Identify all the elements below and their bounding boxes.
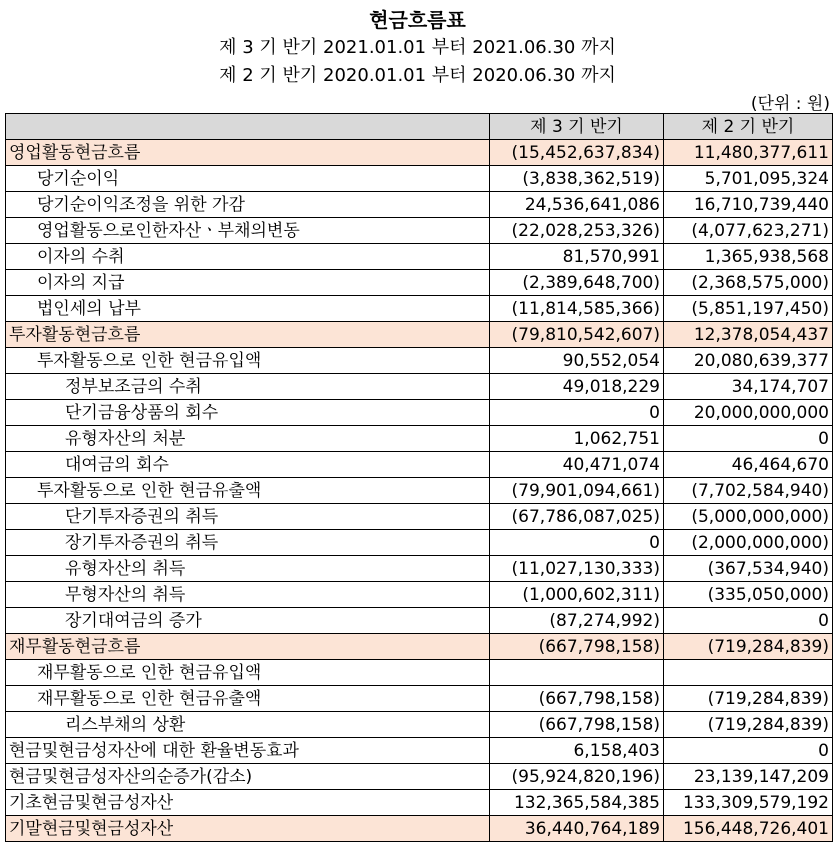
table-row <box>6 686 833 712</box>
row-label: 이자의 수취 <box>6 244 490 270</box>
period-prior: 제 2 기 반기 2020.01.01 부터 2020.06.30 까지 <box>219 65 616 86</box>
row-label: 대여금의 회수 <box>6 452 490 478</box>
row-current-value: (3,838,362,519) <box>490 166 664 192</box>
row-prior-value: 23,139,147,209 <box>664 764 833 790</box>
page-title: 현금흐름표 <box>369 8 466 32</box>
table-row <box>6 478 833 504</box>
row-current-value: (1,000,602,311) <box>490 582 664 608</box>
row-current-value: 6,158,403 <box>490 738 664 764</box>
table-row <box>6 738 833 764</box>
row-label: 재무활동으로 인한 현금유입액 <box>6 660 490 686</box>
row-label: 투자활동현금흐름 <box>6 322 490 348</box>
row-current-value: (15,452,637,834) <box>490 140 664 166</box>
row-current-value: 132,365,584,385 <box>490 790 664 816</box>
period-current: 제 3 기 반기 2021.01.01 부터 2021.06.30 까지 <box>219 37 616 58</box>
row-current-value: (67,786,087,025) <box>490 504 664 530</box>
row-label: 현금및현금성자산의순증가(감소) <box>6 764 490 790</box>
row-prior-value: 16,710,739,440 <box>664 192 833 218</box>
row-label: 기말현금및현금성자산 <box>6 816 490 842</box>
header-prior: 제 2 기 반기 <box>664 114 833 140</box>
row-prior-value: (719,284,839) <box>664 634 833 660</box>
row-current-value: (95,924,820,196) <box>490 764 664 790</box>
unit-label: (단위 : 원) <box>750 94 830 114</box>
row-current-value: (11,814,585,366) <box>490 296 664 322</box>
row-current-value: 40,471,074 <box>490 452 664 478</box>
table-row <box>6 218 833 244</box>
row-prior-value: (4,077,623,271) <box>664 218 833 244</box>
table-row <box>6 140 833 166</box>
row-label: 영업활동으로인한자산ㆍ부채의변동 <box>6 218 490 244</box>
row-label: 현금및현금성자산에 대한 환율변동효과 <box>6 738 490 764</box>
row-label: 장기투자증권의 취득 <box>6 530 490 556</box>
table-row <box>6 790 833 816</box>
table-row <box>6 816 833 842</box>
row-label: 무형자산의 취득 <box>6 582 490 608</box>
row-label: 법인세의 납부 <box>6 296 490 322</box>
row-prior-value: (2,368,575,000) <box>664 270 833 296</box>
row-label: 기초현금및현금성자산 <box>6 790 490 816</box>
table-row <box>6 608 833 634</box>
row-prior-value: (5,000,000,000) <box>664 504 833 530</box>
table-header-row <box>6 114 833 140</box>
table-row <box>6 322 833 348</box>
row-prior-value: 11,480,377,611 <box>664 140 833 166</box>
row-label: 장기대여금의 증가 <box>6 608 490 634</box>
header-current: 제 3 기 반기 <box>490 114 664 140</box>
row-label: 유형자산의 취득 <box>6 556 490 582</box>
table-row <box>6 556 833 582</box>
row-current-value: (11,027,130,333) <box>490 556 664 582</box>
row-prior-value: (719,284,839) <box>664 686 833 712</box>
row-prior-value: (2,000,000,000) <box>664 530 833 556</box>
table-row <box>6 192 833 218</box>
row-prior-value <box>664 660 833 686</box>
row-prior-value: 46,464,670 <box>664 452 833 478</box>
row-current-value: 36,440,764,189 <box>490 816 664 842</box>
row-prior-value: 34,174,707 <box>664 374 833 400</box>
row-label: 당기순이익조정을 위한 가감 <box>6 192 490 218</box>
row-current-value: (22,028,253,326) <box>490 218 664 244</box>
header-label <box>6 114 490 140</box>
row-current-value: (79,810,542,607) <box>490 322 664 348</box>
row-current-value: 90,552,054 <box>490 348 664 374</box>
row-current-value: (2,389,648,700) <box>490 270 664 296</box>
row-prior-value: 156,448,726,401 <box>664 816 833 842</box>
row-current-value: 81,570,991 <box>490 244 664 270</box>
row-label: 영업활동현금흐름 <box>6 140 490 166</box>
row-current-value: 0 <box>490 400 664 426</box>
row-prior-value: 1,365,938,568 <box>664 244 833 270</box>
row-prior-value: (7,702,584,940) <box>664 478 833 504</box>
table-row <box>6 634 833 660</box>
table-row <box>6 426 833 452</box>
row-prior-value: 0 <box>664 426 833 452</box>
row-label: 단기투자증권의 취득 <box>6 504 490 530</box>
row-label: 투자활동으로 인한 현금유입액 <box>6 348 490 374</box>
row-current-value: 24,536,641,086 <box>490 192 664 218</box>
row-prior-value: (335,050,000) <box>664 582 833 608</box>
row-prior-value: 0 <box>664 608 833 634</box>
table-row <box>6 660 833 686</box>
row-prior-value: 133,309,579,192 <box>664 790 833 816</box>
table-row <box>6 530 833 556</box>
row-current-value: (667,798,158) <box>490 634 664 660</box>
table-row <box>6 374 833 400</box>
row-label: 이자의 지급 <box>6 270 490 296</box>
row-label: 정부보조금의 수취 <box>6 374 490 400</box>
table-row <box>6 712 833 738</box>
row-prior-value: 12,378,054,437 <box>664 322 833 348</box>
table-row <box>6 166 833 192</box>
table-row <box>6 764 833 790</box>
row-current-value: (667,798,158) <box>490 712 664 738</box>
row-label: 단기금융상품의 회수 <box>6 400 490 426</box>
row-current-value: (667,798,158) <box>490 686 664 712</box>
row-prior-value: (719,284,839) <box>664 712 833 738</box>
row-current-value: 0 <box>490 530 664 556</box>
table-row <box>6 270 833 296</box>
row-prior-value: 5,701,095,324 <box>664 166 833 192</box>
row-current-value <box>490 660 664 686</box>
row-current-value: 49,018,229 <box>490 374 664 400</box>
table-row <box>6 296 833 322</box>
row-current-value: (79,901,094,661) <box>490 478 664 504</box>
row-prior-value: 20,080,639,377 <box>664 348 833 374</box>
row-label: 재무활동현금흐름 <box>6 634 490 660</box>
cash-flow-table <box>5 113 833 842</box>
row-label: 재무활동으로 인한 현금유출액 <box>6 686 490 712</box>
row-label: 리스부채의 상환 <box>6 712 490 738</box>
row-current-value: 1,062,751 <box>490 426 664 452</box>
table-row <box>6 400 833 426</box>
row-label: 투자활동으로 인한 현금유출액 <box>6 478 490 504</box>
row-label: 당기순이익 <box>6 166 490 192</box>
row-label: 유형자산의 처분 <box>6 426 490 452</box>
table-row <box>6 348 833 374</box>
row-prior-value: (5,851,197,450) <box>664 296 833 322</box>
row-prior-value: (367,534,940) <box>664 556 833 582</box>
row-prior-value: 20,000,000,000 <box>664 400 833 426</box>
row-current-value: (87,274,992) <box>490 608 664 634</box>
table-row <box>6 504 833 530</box>
row-prior-value: 0 <box>664 738 833 764</box>
table-row <box>6 582 833 608</box>
table-row <box>6 244 833 270</box>
table-row <box>6 452 833 478</box>
